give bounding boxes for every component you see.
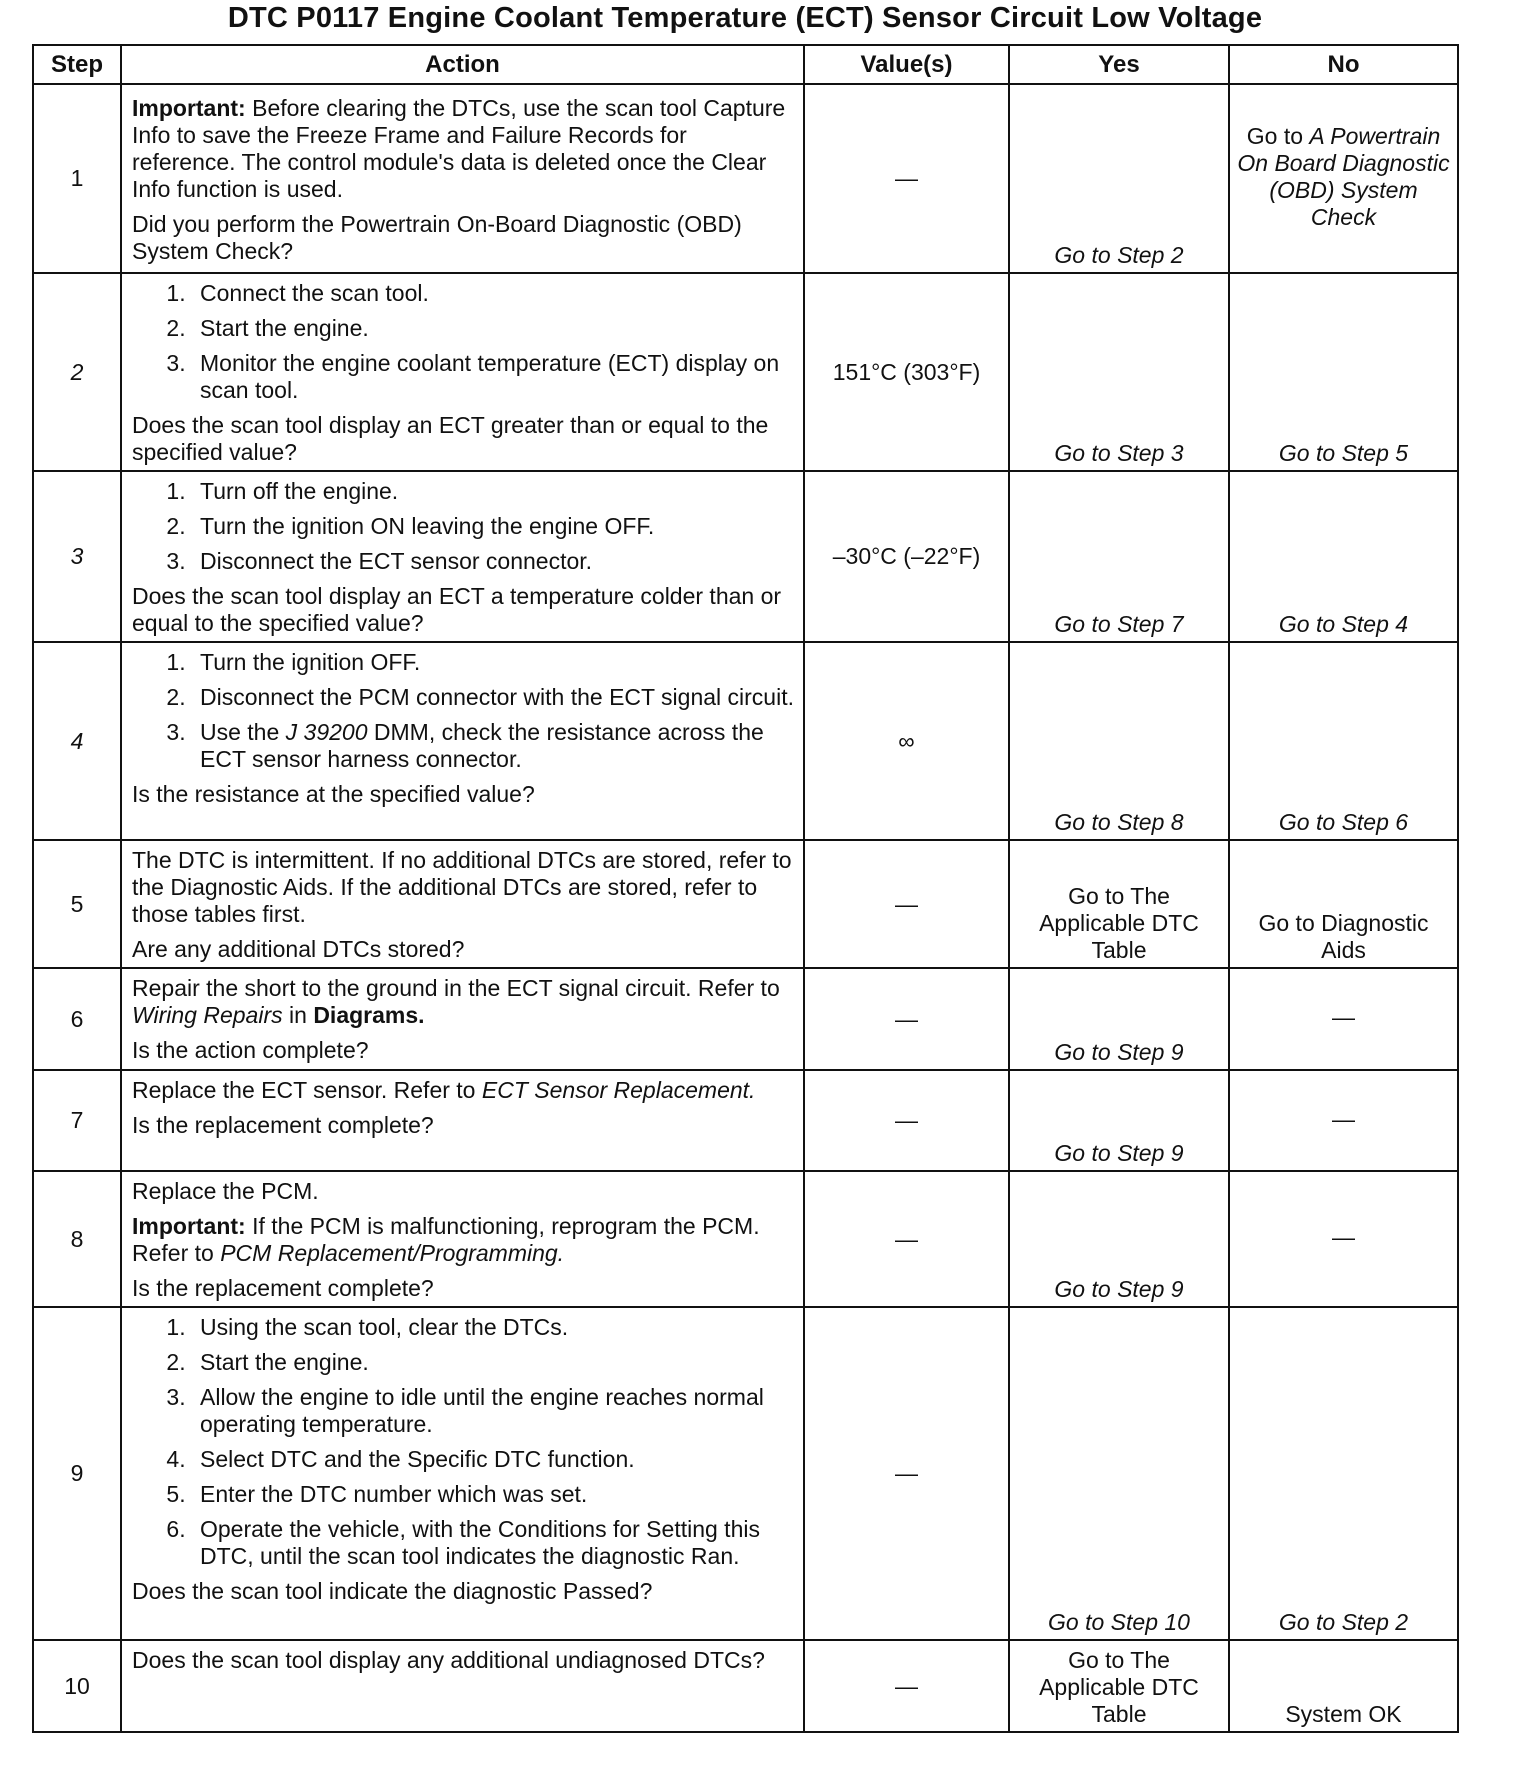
no-cell: —	[1229, 1171, 1458, 1307]
action-text-part: Replace the ECT sensor. Refer to	[132, 1077, 482, 1103]
value-cell: 151°C (303°F)	[804, 273, 1009, 471]
yes-cell: Go to Step 3	[1009, 273, 1229, 471]
no-cell: —	[1229, 1070, 1458, 1171]
yes-cell: Go to Step 7	[1009, 471, 1229, 642]
action-step-text: DMM, check the resistance across the ECT sensor harness connector.	[200, 719, 764, 772]
yes-cell: Go to Step 2	[1009, 84, 1229, 273]
action-text	[132, 1077, 795, 1104]
action-question: Does the scan tool display an ECT greater than or equal to the specified value?	[132, 412, 769, 465]
tool-name: J 39200	[285, 719, 368, 745]
action-step-text: Use the	[200, 719, 286, 745]
action-cell	[121, 1640, 804, 1732]
important-label: Important:	[132, 95, 246, 121]
table-row	[33, 642, 1458, 840]
important-note	[132, 95, 795, 203]
reference-title: ECT Sensor Replacement.	[481, 1077, 756, 1103]
action-step	[192, 719, 795, 773]
action-cell	[121, 840, 804, 968]
step-number: 3	[33, 471, 121, 642]
table-row	[33, 1070, 1458, 1171]
important-text: If the PCM is malfunctioning, reprogram the PCM. Refer to	[132, 1213, 760, 1266]
action-cell	[121, 1070, 804, 1171]
yes-cell: Go to Step 9	[1009, 1070, 1229, 1171]
action-cell	[121, 968, 804, 1070]
important-text: Before clearing the DTCs, use the scan tool Capture Info to save the Freeze Frame and Failure Records for reference. The control module's data is deleted once the Clear Info function is used.	[132, 95, 786, 202]
action-step: 2. Start the engine.	[192, 1349, 795, 1376]
no-cell: Go to Step 2	[1229, 1307, 1458, 1640]
action-question: Is the action complete?	[132, 1037, 369, 1063]
value-cell: —	[804, 1307, 1009, 1640]
no-prefix: Go to	[1246, 123, 1310, 149]
important-label: Important:	[132, 1213, 246, 1239]
reference-section: Diagrams.	[313, 1002, 425, 1028]
table-row	[33, 1640, 1458, 1732]
action-step: 3. Allow the engine to idle until the engine reaches normal operating temperature.	[192, 1384, 795, 1438]
action-step: 3. Monitor the engine coolant temperature (ECT) display on scan tool.	[192, 350, 795, 404]
table-row	[33, 968, 1458, 1070]
action-step: 5. Enter the DTC number which was set.	[192, 1481, 795, 1508]
header-yes: Yes	[1009, 45, 1229, 84]
table-row	[33, 471, 1458, 642]
action-question: Are any additional DTCs stored?	[132, 936, 465, 962]
action-cell	[121, 642, 804, 840]
diagnostic-table	[32, 44, 1459, 1733]
action-text: Replace the PCM.	[132, 1178, 319, 1204]
action-text	[132, 975, 795, 1029]
action-question: Did you perform the Powertrain On-Board Diagnostic (OBD) System Check?	[132, 211, 742, 264]
value-cell: —	[804, 1070, 1009, 1171]
action-steps	[132, 1314, 795, 1570]
header-no: No	[1229, 45, 1458, 84]
reference-title: Wiring Repairs	[132, 1002, 283, 1028]
step-number: 10	[33, 1640, 121, 1732]
step-number: 1	[33, 84, 121, 273]
action-cell	[121, 273, 804, 471]
action-step: 1. Turn the ignition OFF.	[192, 649, 795, 676]
no-cell: —	[1229, 968, 1458, 1070]
value-cell: —	[804, 1640, 1009, 1732]
yes-cell: Go to The Applicable DTC Table	[1009, 840, 1229, 968]
action-cell	[121, 84, 804, 273]
table-row	[33, 273, 1458, 471]
table-row	[33, 1171, 1458, 1307]
yes-cell: Go to Step 8	[1009, 642, 1229, 840]
table-row	[33, 1307, 1458, 1640]
table-row	[33, 84, 1458, 273]
no-cell: Go to Step 4	[1229, 471, 1458, 642]
action-text-part: Repair the short to the ground in the ECT signal circuit. Refer to	[132, 975, 780, 1001]
step-number: 9	[33, 1307, 121, 1640]
document-title: DTC P0117 Engine Coolant Temperature (ECT) Sensor Circuit Low Voltage	[227, 2, 1263, 34]
step-number: 2	[33, 273, 121, 471]
value-cell: —	[804, 840, 1009, 968]
no-cell	[1229, 84, 1458, 273]
action-question: Does the scan tool display an ECT a temperature colder than or equal to the specified value?	[132, 583, 782, 636]
no-link-text: A Powertrain On Board Diagnostic (OBD) System Check	[1237, 123, 1450, 230]
header-action: Action	[121, 45, 804, 84]
header-step: Step	[33, 45, 121, 84]
action-question: Is the replacement complete?	[132, 1112, 434, 1138]
step-number: 4	[33, 642, 121, 840]
no-cell: Go to Step 6	[1229, 642, 1458, 840]
step-number: 8	[33, 1171, 121, 1307]
action-text-part: in	[282, 1002, 314, 1028]
header-values: Value(s)	[804, 45, 1009, 84]
value-cell: –30°C (–22°F)	[804, 471, 1009, 642]
important-note	[132, 1213, 795, 1267]
no-cell: System OK	[1229, 1640, 1458, 1732]
action-cell	[121, 1171, 804, 1307]
action-question: Does the scan tool display any additional undiagnosed DTCs?	[132, 1647, 765, 1673]
action-step: 4. Select DTC and the Specific DTC function.	[192, 1446, 795, 1473]
value-cell: —	[804, 1171, 1009, 1307]
action-step: 3. Disconnect the ECT sensor connector.	[192, 548, 795, 575]
action-step: 1. Turn off the engine.	[192, 478, 795, 505]
yes-cell: Go to Step 9	[1009, 968, 1229, 1070]
value-cell: —	[804, 84, 1009, 273]
action-step: 2. Start the engine.	[192, 315, 795, 342]
table-header-row	[33, 45, 1458, 84]
action-steps	[132, 280, 795, 404]
action-cell	[121, 471, 804, 642]
reference-title: PCM Replacement/Programming.	[220, 1240, 565, 1266]
action-steps	[132, 649, 795, 773]
action-step: 6. Operate the vehicle, with the Conditions for Setting this DTC, until the scan tool indicates the diagnostic Ran.	[192, 1516, 795, 1570]
action-question: Is the resistance at the specified value?	[132, 781, 535, 807]
step-number: 5	[33, 840, 121, 968]
table-row	[33, 840, 1458, 968]
step-number: 7	[33, 1070, 121, 1171]
value-cell: —	[804, 968, 1009, 1070]
action-cell	[121, 1307, 804, 1640]
step-number: 6	[33, 968, 121, 1070]
value-cell: ∞	[804, 642, 1009, 840]
yes-cell: Go to Step 9	[1009, 1171, 1229, 1307]
action-question: Does the scan tool indicate the diagnostic Passed?	[132, 1578, 653, 1604]
action-steps	[132, 478, 795, 575]
no-cell: Go to Step 5	[1229, 273, 1458, 471]
action-step: 2. Turn the ignition ON leaving the engine OFF.	[192, 513, 795, 540]
action-step: 2. Disconnect the PCM connector with the ECT signal circuit.	[192, 684, 795, 711]
yes-cell: Go to Step 10	[1009, 1307, 1229, 1640]
yes-cell: Go to The Applicable DTC Table	[1009, 1640, 1229, 1732]
action-text: The DTC is intermittent. If no additional DTCs are stored, refer to the Diagnostic Aids. If the additional DTCs are stored, refer to those tables first.	[132, 847, 792, 927]
action-step: 1. Using the scan tool, clear the DTCs.	[192, 1314, 795, 1341]
action-question: Is the replacement complete?	[132, 1275, 434, 1301]
no-cell: Go to Diagnostic Aids	[1229, 840, 1458, 968]
action-step: 1. Connect the scan tool.	[192, 280, 795, 307]
